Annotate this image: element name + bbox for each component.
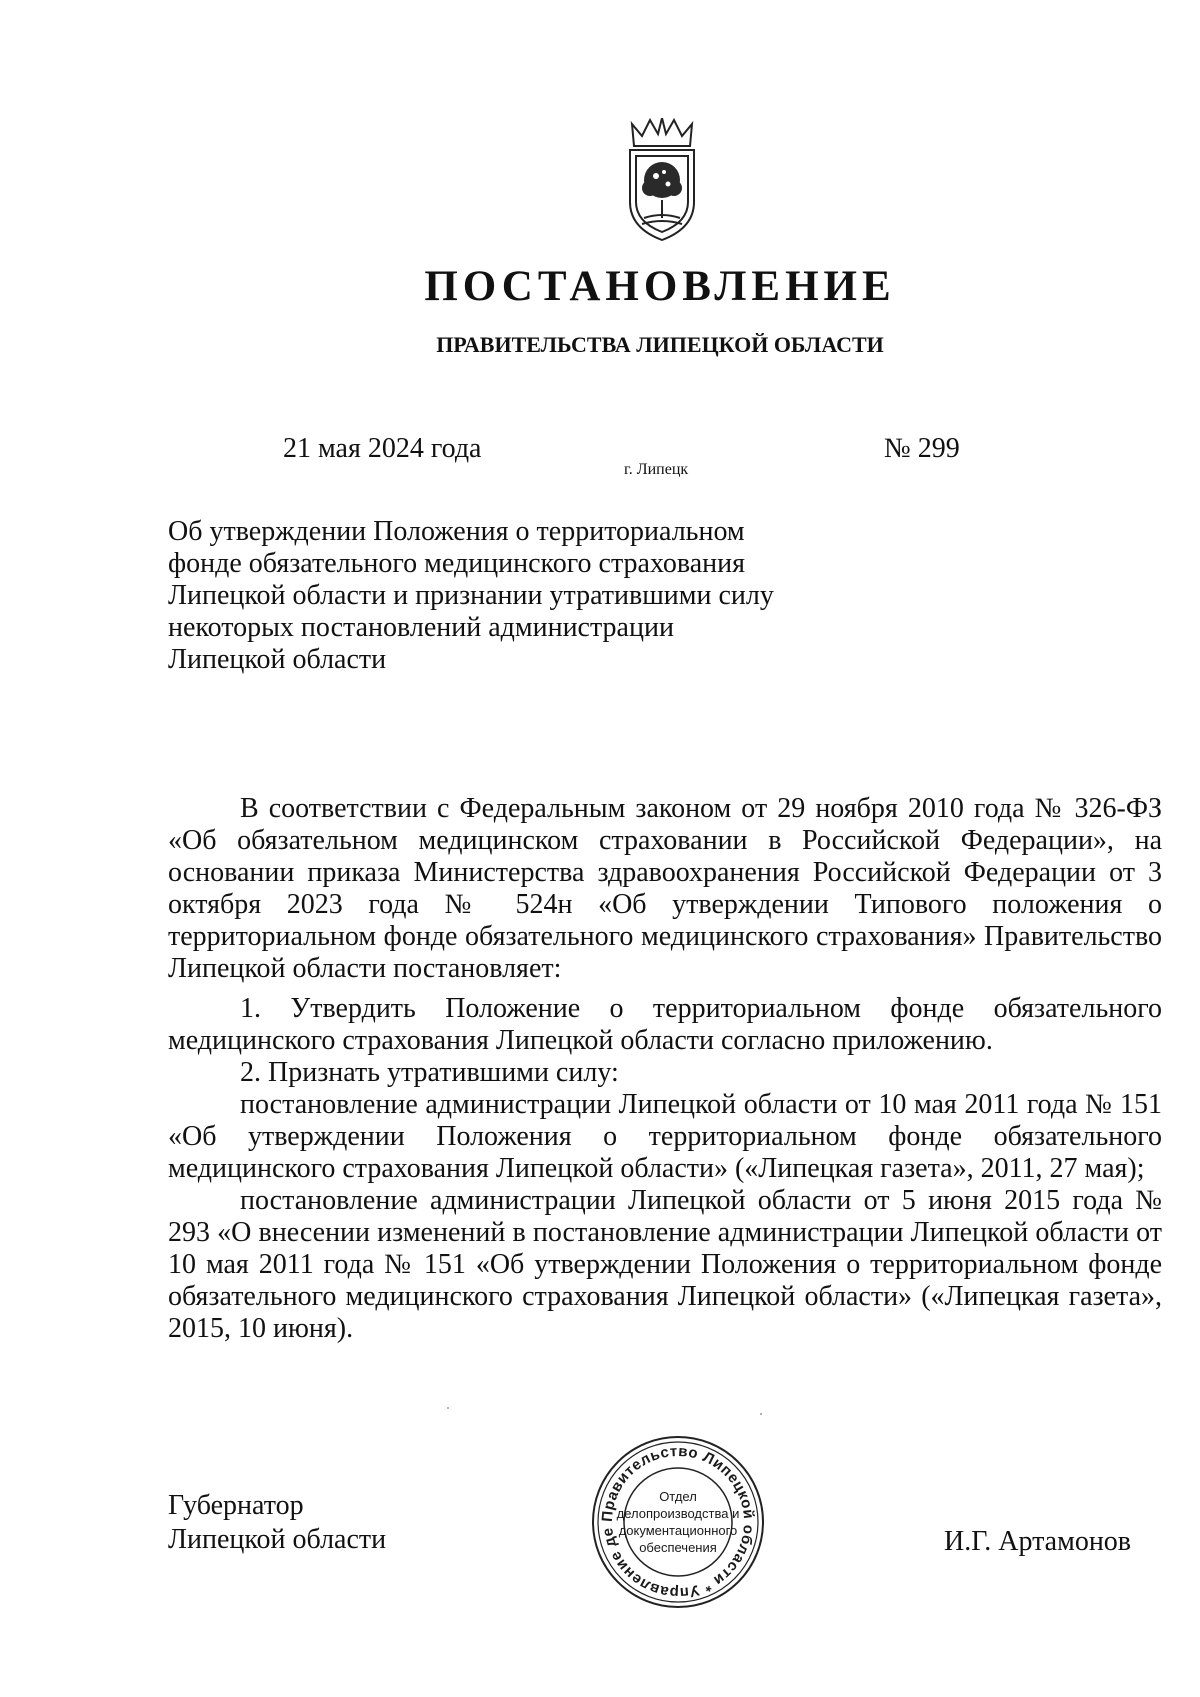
subject-line: Об утверждении Положения о территориальном — [168, 516, 745, 547]
signatory-position-line: Липецкой области — [168, 1524, 387, 1555]
stamp-center-line: обеспечения — [639, 1540, 717, 1555]
signatory-position — [168, 1489, 386, 1557]
document-date: 21 мая 2024 года — [283, 433, 482, 464]
item-2-paragraph: 2. Признать утратившими силу: — [240, 1057, 619, 1088]
document-subject — [168, 516, 808, 676]
scan-speck — [447, 1407, 449, 1409]
document-title: ПОСТАНОВЛЕНИЕ — [424, 263, 896, 310]
subject-line: Липецкой области и признании утратившими силу — [168, 580, 774, 611]
coat-of-arms-icon — [620, 118, 704, 242]
document-body — [168, 793, 1162, 1345]
stamp-ring-text: Правительство Липецкой области * Управление де — [598, 1442, 758, 1602]
stamp-center-line: документационного — [618, 1523, 738, 1538]
document-city: г. Липецк — [624, 461, 689, 478]
preamble-paragraph: В соответствии с Федеральным законом от 29 ноября 2010 года № 326-ФЗ «Об обязательном медицинском страховании в Российской Федерации», на основании приказа Министерства здравоохранения Российской Федерации от 3 октября 2023 года № 524н «Об утверждении Типового положения о территориальном фонде обязательного медицинского страхования» Правительство Липецкой области постановляет: — [168, 793, 1162, 984]
stamp-center-line: Отдел — [659, 1489, 697, 1504]
repealed-act-2: постановление администрации Липецкой области от 5 июня 2015 года № 293 «О внесении изменений в постановление администрации Липецкой области от 10 мая 2011 года № 151 «Об утверждении Положения о территориальном фонде обязательного медицинского страхования Липецкой области» («Липецкая газета», 2015, 10 июня). — [168, 1185, 1162, 1344]
stamp-center-line: делопроизводства и — [616, 1506, 740, 1521]
item-1-paragraph: 1. Утвердить Положение о территориальном фонде обязательного медицинского страхования Липецкой области согласно приложению. — [168, 993, 1162, 1056]
stamp-center-text — [590, 1488, 766, 1556]
official-stamp — [590, 1434, 766, 1610]
subject-line: фонде обязательного медицинского страхования — [168, 548, 746, 579]
subject-line: Липецкой области — [168, 644, 387, 675]
subject-line: некоторых постановлений администрации — [168, 612, 674, 643]
document-issuer: ПРАВИТЕЛЬСТВА ЛИПЕЦКОЙ ОБЛАСТИ — [436, 332, 884, 357]
scan-speck — [760, 1413, 762, 1415]
signatory-position-line: Губернатор — [168, 1490, 304, 1521]
signatory-name: И.Г. Артамонов — [944, 1526, 1132, 1557]
document-number: № 299 — [884, 433, 960, 464]
repealed-act-1: постановление администрации Липецкой области от 10 мая 2011 года № 151 «Об утверждении Положения о территориальном фонде обязательного медицинского страхования Липецкой области» («Липецкая газета», 2011, 27 мая); — [168, 1089, 1162, 1184]
